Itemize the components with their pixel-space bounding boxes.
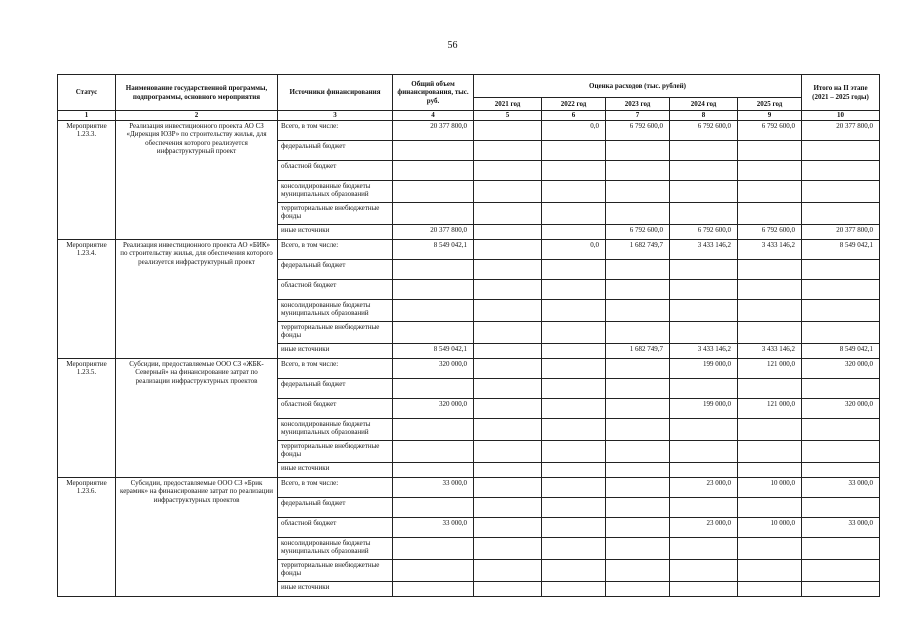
amount-cell <box>738 202 802 224</box>
amount-cell: 10 000,0 <box>738 477 802 497</box>
amount-cell: 3 433 146,2 <box>738 343 802 358</box>
amount-cell <box>802 559 880 581</box>
amount-cell <box>474 202 542 224</box>
amount-cell <box>670 299 738 321</box>
table-header <box>58 75 880 121</box>
amount-cell: 6 792 600,0 <box>606 120 670 140</box>
header-stage-total: Итого на II этапе (2021 – 2025 годы) <box>802 75 880 111</box>
amount-cell: 3 433 146,2 <box>738 239 802 259</box>
amount-cell <box>393 160 474 180</box>
amount-cell <box>738 279 802 299</box>
funding-source: федеральный бюджет <box>278 497 393 517</box>
funding-source: территориальные внебюджетные фонды <box>278 321 393 343</box>
amount-cell: 6 792 600,0 <box>670 120 738 140</box>
amount-cell: 8 549 042,1 <box>802 343 880 358</box>
table-row <box>58 120 880 140</box>
funding-source: областной бюджет <box>278 517 393 537</box>
amount-cell <box>474 517 542 537</box>
funding-source: Всего, в том числе: <box>278 120 393 140</box>
amount-cell: 8 549 042,1 <box>802 239 880 259</box>
amount-cell <box>670 140 738 160</box>
funding-source: консолидированные бюджеты муниципальных образований <box>278 180 393 202</box>
amount-cell: 3 433 146,2 <box>670 239 738 259</box>
amount-cell <box>542 160 606 180</box>
amount-cell <box>606 299 670 321</box>
amount-cell <box>738 559 802 581</box>
amount-cell <box>802 180 880 202</box>
amount-cell <box>474 343 542 358</box>
column-index: 7 <box>606 111 670 121</box>
amount-cell: 121 000,0 <box>738 398 802 418</box>
amount-cell <box>670 321 738 343</box>
amount-cell <box>393 202 474 224</box>
column-index: 9 <box>738 111 802 121</box>
amount-cell: 0,0 <box>542 239 606 259</box>
funding-source: территориальные внебюджетные фонды <box>278 202 393 224</box>
amount-cell: 33 000,0 <box>393 477 474 497</box>
amount-cell <box>738 140 802 160</box>
column-index: 10 <box>802 111 880 121</box>
amount-cell <box>542 517 606 537</box>
table-body <box>58 120 880 596</box>
funding-source: территориальные внебюджетные фонды <box>278 440 393 462</box>
amount-cell <box>670 462 738 477</box>
activity-status: Мероприятие 1.23.5. <box>58 358 116 477</box>
amount-cell <box>670 418 738 440</box>
column-index: 1 <box>58 111 116 121</box>
funding-source: федеральный бюджет <box>278 259 393 279</box>
header-year: 2021 год <box>474 98 542 111</box>
header-status: Статус <box>58 75 116 111</box>
amount-cell <box>474 140 542 160</box>
amount-cell: 33 000,0 <box>393 517 474 537</box>
amount-cell: 320 000,0 <box>393 358 474 378</box>
funding-source: территориальные внебюджетные фонды <box>278 559 393 581</box>
amount-cell <box>474 120 542 140</box>
amount-cell <box>542 299 606 321</box>
amount-cell <box>542 358 606 378</box>
amount-cell: 320 000,0 <box>802 398 880 418</box>
amount-cell <box>802 321 880 343</box>
amount-cell: 320 000,0 <box>802 358 880 378</box>
amount-cell <box>738 299 802 321</box>
amount-cell <box>393 180 474 202</box>
amount-cell <box>670 581 738 596</box>
amount-cell <box>542 440 606 462</box>
amount-cell <box>670 180 738 202</box>
funding-source: консолидированные бюджеты муниципальных образований <box>278 537 393 559</box>
funding-source: областной бюджет <box>278 160 393 180</box>
amount-cell: 10 000,0 <box>738 517 802 537</box>
amount-cell <box>393 537 474 559</box>
amount-cell <box>738 259 802 279</box>
amount-cell <box>474 321 542 343</box>
funding-source: федеральный бюджет <box>278 140 393 160</box>
amount-cell <box>542 224 606 239</box>
amount-cell <box>542 279 606 299</box>
amount-cell <box>393 321 474 343</box>
amount-cell: 6 792 600,0 <box>738 224 802 239</box>
amount-cell: 320 000,0 <box>393 398 474 418</box>
amount-cell <box>393 140 474 160</box>
column-index: 8 <box>670 111 738 121</box>
amount-cell <box>606 462 670 477</box>
amount-cell <box>802 259 880 279</box>
amount-cell: 20 377 800,0 <box>393 120 474 140</box>
amount-cell: 199 000,0 <box>670 358 738 378</box>
amount-cell <box>474 239 542 259</box>
amount-cell <box>802 140 880 160</box>
amount-cell <box>802 202 880 224</box>
amount-cell <box>542 581 606 596</box>
amount-cell <box>738 462 802 477</box>
amount-cell: 8 549 042,1 <box>393 343 474 358</box>
amount-cell: 1 682 749,7 <box>606 239 670 259</box>
amount-cell <box>606 358 670 378</box>
amount-cell: 33 000,0 <box>802 517 880 537</box>
amount-cell: 3 433 146,2 <box>670 343 738 358</box>
amount-cell <box>670 259 738 279</box>
amount-cell: 121 000,0 <box>738 358 802 378</box>
amount-cell <box>738 321 802 343</box>
amount-cell <box>474 581 542 596</box>
amount-cell <box>670 202 738 224</box>
activity-status: Мероприятие 1.23.3. <box>58 120 116 239</box>
budget-table <box>57 74 880 597</box>
amount-cell: 20 377 800,0 <box>393 224 474 239</box>
funding-source: областной бюджет <box>278 398 393 418</box>
amount-cell <box>393 418 474 440</box>
amount-cell <box>670 279 738 299</box>
funding-source: консолидированные бюджеты муниципальных образований <box>278 418 393 440</box>
amount-cell <box>802 581 880 596</box>
amount-cell <box>393 559 474 581</box>
amount-cell <box>802 299 880 321</box>
amount-cell <box>738 440 802 462</box>
amount-cell <box>474 418 542 440</box>
amount-cell <box>738 180 802 202</box>
amount-cell: 6 792 600,0 <box>670 224 738 239</box>
funding-source: Всего, в том числе: <box>278 358 393 378</box>
header-total: Общий объем финансирования, тыс. руб. <box>393 75 474 111</box>
amount-cell <box>606 398 670 418</box>
amount-cell <box>802 378 880 398</box>
amount-cell <box>542 537 606 559</box>
amount-cell <box>542 343 606 358</box>
amount-cell <box>670 440 738 462</box>
amount-cell <box>606 160 670 180</box>
amount-cell <box>606 559 670 581</box>
funding-source: областной бюджет <box>278 279 393 299</box>
amount-cell <box>474 279 542 299</box>
amount-cell <box>670 537 738 559</box>
activity-status: Мероприятие 1.23.4. <box>58 239 116 358</box>
funding-source: иные источники <box>278 224 393 239</box>
amount-cell <box>474 180 542 202</box>
amount-cell <box>542 140 606 160</box>
amount-cell <box>542 378 606 398</box>
activity-name: Реализация инвестиционного проекта АО СЗ «Дирекция ЮЗР» по строительству жилья, для обеспечения которого реализуется инфраструктурный проект <box>116 120 278 239</box>
amount-cell: 6 792 600,0 <box>606 224 670 239</box>
amount-cell <box>474 378 542 398</box>
amount-cell <box>606 259 670 279</box>
amount-cell <box>606 581 670 596</box>
amount-cell: 20 377 800,0 <box>802 120 880 140</box>
amount-cell: 199 000,0 <box>670 398 738 418</box>
amount-cell <box>802 440 880 462</box>
amount-cell <box>542 559 606 581</box>
amount-cell: 1 682 749,7 <box>606 343 670 358</box>
amount-cell <box>542 398 606 418</box>
funding-source: Всего, в том числе: <box>278 477 393 497</box>
amount-cell <box>474 477 542 497</box>
table-row <box>58 477 880 497</box>
amount-cell <box>606 537 670 559</box>
activity-name: Субсидии, предоставляемые ООО СЗ «ЖБК-Северный» на финансирование затрат по реализации инфраструктурных проектов <box>116 358 278 477</box>
amount-cell <box>606 140 670 160</box>
amount-cell <box>738 537 802 559</box>
amount-cell <box>606 497 670 517</box>
amount-cell <box>542 462 606 477</box>
amount-cell <box>802 160 880 180</box>
amount-cell <box>474 398 542 418</box>
column-index: 2 <box>116 111 278 121</box>
amount-cell <box>802 537 880 559</box>
amount-cell <box>542 259 606 279</box>
amount-cell <box>670 497 738 517</box>
header-estimate: Оценка расходов (тыс. рублей) <box>474 75 802 98</box>
amount-cell: 23 000,0 <box>670 517 738 537</box>
amount-cell <box>670 559 738 581</box>
funding-source: федеральный бюджет <box>278 378 393 398</box>
amount-cell <box>542 477 606 497</box>
amount-cell <box>474 224 542 239</box>
amount-cell <box>474 440 542 462</box>
funding-source: консолидированные бюджеты муниципальных образований <box>278 299 393 321</box>
amount-cell <box>474 497 542 517</box>
header-name: Наименование государственной программы, подпрограммы, основного мероприятия <box>116 75 278 111</box>
amount-cell <box>393 440 474 462</box>
header-source: Источники финансирования <box>278 75 393 111</box>
header-year: 2022 год <box>542 98 606 111</box>
amount-cell <box>474 160 542 180</box>
amount-cell <box>606 378 670 398</box>
amount-cell <box>802 497 880 517</box>
amount-cell <box>802 462 880 477</box>
amount-cell <box>606 202 670 224</box>
table-row <box>58 239 880 259</box>
amount-cell <box>393 259 474 279</box>
amount-cell <box>542 321 606 343</box>
amount-cell <box>542 202 606 224</box>
funding-source: иные источники <box>278 462 393 477</box>
amount-cell: 20 377 800,0 <box>802 224 880 239</box>
activity-status: Мероприятие 1.23.6. <box>58 477 116 596</box>
funding-source: иные источники <box>278 581 393 596</box>
amount-cell <box>393 279 474 299</box>
amount-cell <box>802 418 880 440</box>
amount-cell <box>606 418 670 440</box>
page-number: 56 <box>447 40 458 51</box>
amount-cell: 8 549 042,1 <box>393 239 474 259</box>
column-index: 6 <box>542 111 606 121</box>
amount-cell: 0,0 <box>542 120 606 140</box>
amount-cell <box>474 559 542 581</box>
amount-cell <box>606 517 670 537</box>
header-year: 2023 год <box>606 98 670 111</box>
amount-cell <box>393 462 474 477</box>
header-year: 2024 год <box>670 98 738 111</box>
amount-cell: 33 000,0 <box>802 477 880 497</box>
amount-cell <box>393 581 474 596</box>
amount-cell <box>542 180 606 202</box>
amount-cell <box>474 299 542 321</box>
amount-cell <box>393 378 474 398</box>
column-index-row <box>58 111 880 121</box>
amount-cell <box>670 160 738 180</box>
amount-cell <box>606 321 670 343</box>
amount-cell <box>474 462 542 477</box>
amount-cell: 23 000,0 <box>670 477 738 497</box>
amount-cell <box>606 440 670 462</box>
amount-cell <box>738 418 802 440</box>
amount-cell: 6 792 600,0 <box>738 120 802 140</box>
amount-cell <box>738 378 802 398</box>
table-row <box>58 358 880 378</box>
column-index: 3 <box>278 111 393 121</box>
amount-cell <box>542 418 606 440</box>
amount-cell <box>802 279 880 299</box>
header-year: 2025 год <box>738 98 802 111</box>
amount-cell <box>474 537 542 559</box>
amount-cell <box>738 160 802 180</box>
amount-cell <box>393 497 474 517</box>
amount-cell <box>670 378 738 398</box>
amount-cell <box>474 358 542 378</box>
activity-name: Субсидии, предоставляемые ООО СЗ «Брик керамик» на финансирование затрат по реализации инфраструктурных проектов <box>116 477 278 596</box>
column-index: 4 <box>393 111 474 121</box>
column-index: 5 <box>474 111 542 121</box>
amount-cell <box>606 279 670 299</box>
amount-cell <box>606 477 670 497</box>
amount-cell <box>738 497 802 517</box>
amount-cell <box>393 299 474 321</box>
amount-cell <box>542 497 606 517</box>
funding-source: Всего, в том числе: <box>278 239 393 259</box>
amount-cell <box>474 259 542 279</box>
funding-source: иные источники <box>278 343 393 358</box>
activity-name: Реализация инвестиционного проекта АО «БИК» по строительству жилья, для обеспечения которого реализуется инфраструктурный проект <box>116 239 278 358</box>
amount-cell <box>738 581 802 596</box>
amount-cell <box>606 180 670 202</box>
